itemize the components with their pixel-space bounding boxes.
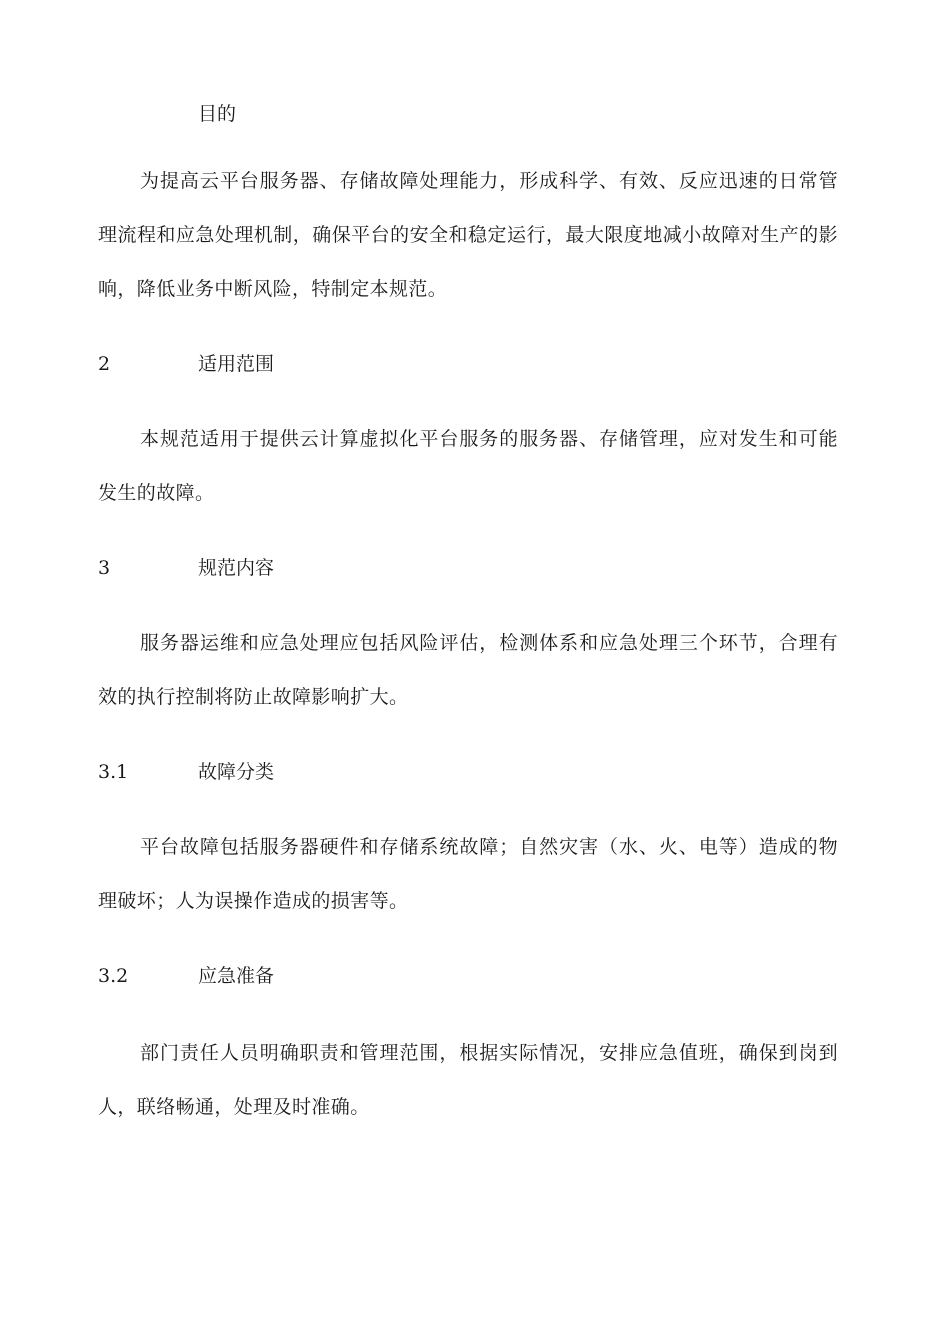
section-title: 应急准备: [198, 965, 275, 987]
section-paragraph-fault-classification: 平台故障包括服务器硬件和存储系统故障；自然灾害（水、火、电等）造成的物理破坏；人为误操作造成的损害等。: [98, 836, 838, 912]
section-heading-scope: [98, 349, 274, 379]
section-paragraph-scope: 本规范适用于提供云计算虚拟化平台服务的服务器、存储管理，应对发生和可能发生的故障。: [98, 428, 838, 504]
section-title: 适用范围: [198, 353, 275, 375]
section-title: 规范内容: [198, 557, 275, 579]
section-heading-purpose: [98, 99, 236, 129]
section-heading-fault-classification: [98, 757, 274, 787]
section-title: 目的: [198, 103, 237, 125]
section-title: 故障分类: [198, 761, 275, 783]
section-number: 2: [98, 353, 111, 375]
section-number: 3: [98, 557, 111, 579]
section-heading-emergency-preparation: [98, 961, 274, 991]
section-number: 3.2: [98, 965, 129, 987]
section-paragraph-emergency-preparation: 部门责任人员明确职责和管理范围，根据实际情况，安排应急值班，确保到岗到人，联络畅通，处理及时准确。: [98, 1042, 838, 1118]
section-paragraph-purpose: 为提高云平台服务器、存储故障处理能力，形成科学、有效、反应迅速的日常管理流程和应急处理机制，确保平台的安全和稳定运行，最大限度地减小故障对生产的影响，降低业务中断风险，特制定本规范。: [98, 170, 838, 300]
section-paragraph-content: 服务器运维和应急处理应包括风险评估，检测体系和应急处理三个环节，合理有效的执行控制将防止故障影响扩大。: [98, 632, 838, 708]
section-number: 3.1: [98, 761, 129, 783]
section-heading-content: [98, 553, 274, 583]
